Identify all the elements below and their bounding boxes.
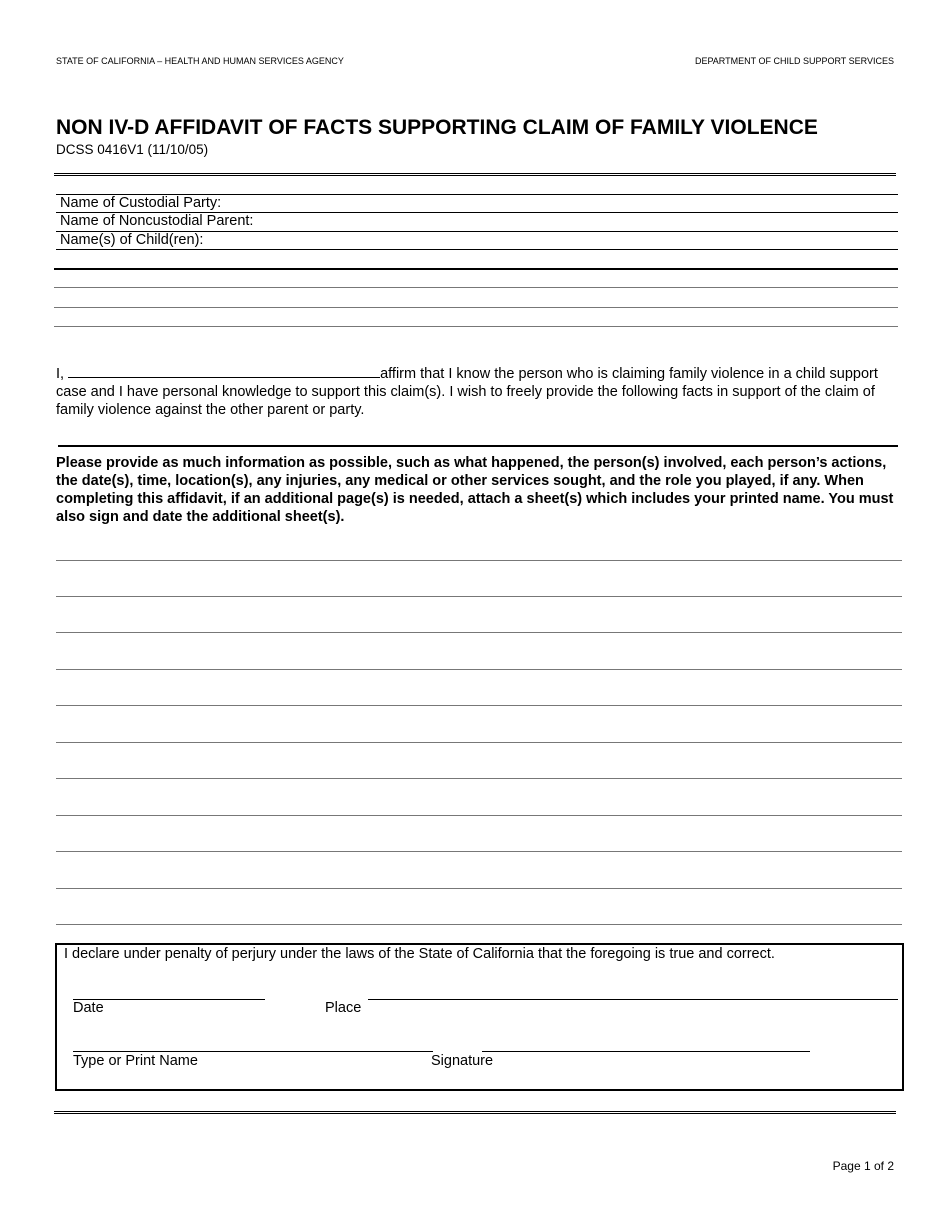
writing-line[interactable]: [56, 669, 902, 670]
custodial-party-label: Name of Custodial Party:: [60, 195, 222, 211]
custodial-party-input[interactable]: [270, 195, 896, 212]
title-divider: [54, 173, 896, 176]
writing-line[interactable]: [56, 888, 902, 889]
date-label: Date: [73, 1000, 104, 1016]
child-line[interactable]: [54, 326, 898, 327]
affirmation-text: affirm that I know the person who is claiming family violence in a child support case and I have personal knowledge to support this claim(s). I wish to freely provide the following facts in support of the claim of family violence against the other parent or party.: [56, 366, 878, 418]
child-line[interactable]: [54, 307, 898, 308]
affiant-name-blank[interactable]: [68, 364, 380, 378]
footer-divider: [54, 1111, 896, 1114]
children-input[interactable]: [220, 232, 896, 249]
writing-line[interactable]: [56, 851, 902, 852]
noncustodial-parent-input[interactable]: [275, 213, 896, 230]
signature-line[interactable]: [482, 1051, 810, 1052]
writing-line[interactable]: [56, 632, 902, 633]
agency-header: STATE OF CALIFORNIA – HEALTH AND HUMAN SERVICES AGENCY: [56, 56, 344, 66]
affirmation-prefix: I,: [56, 366, 65, 382]
writing-line[interactable]: [56, 560, 902, 561]
writing-line[interactable]: [56, 705, 902, 706]
writing-line[interactable]: [56, 815, 902, 816]
place-line[interactable]: [368, 999, 898, 1000]
signature-label: Signature: [431, 1053, 494, 1069]
print-name-label: Type or Print Name: [73, 1053, 198, 1069]
form-number: DCSS 0416V1 (11/10/05): [56, 142, 209, 157]
place-label: Place: [325, 1000, 362, 1016]
writing-line[interactable]: [56, 742, 902, 743]
declaration-text: I declare under penalty of perjury under the laws of the State of California that the foregoing is true and correct.: [64, 946, 775, 962]
noncustodial-parent-label: Name of Noncustodial Parent:: [60, 213, 254, 229]
form-title: NON IV-D AFFIDAVIT OF FACTS SUPPORTING CLAIM OF FAMILY VIOLENCE: [56, 116, 818, 139]
child-line[interactable]: [54, 287, 898, 288]
print-name-line[interactable]: [73, 1051, 433, 1052]
writing-line[interactable]: [56, 778, 902, 779]
instructions-text: Please provide as much information as possible, such as what happened, the person(s) involved, each person’s actions, the date(s), time, location(s), any injuries, any medical or other services sought, and the role you played, if any. When completing this affidavit, if an additional page(s) is needed, attach a sheet(s) which includes your printed name. You must also sign and date the additional sheet(s).: [56, 455, 894, 525]
child-line[interactable]: [54, 268, 898, 270]
children-label: Name(s) of Child(ren):: [60, 232, 204, 248]
department-header: DEPARTMENT OF CHILD SUPPORT SERVICES: [694, 56, 894, 66]
writing-line[interactable]: [56, 596, 902, 597]
field-rule: [56, 249, 898, 250]
page-number: Page 1 of 2: [832, 1159, 894, 1173]
instructions-divider: [58, 445, 898, 447]
affirmation-paragraph: [56, 364, 898, 419]
writing-line[interactable]: [56, 924, 902, 925]
